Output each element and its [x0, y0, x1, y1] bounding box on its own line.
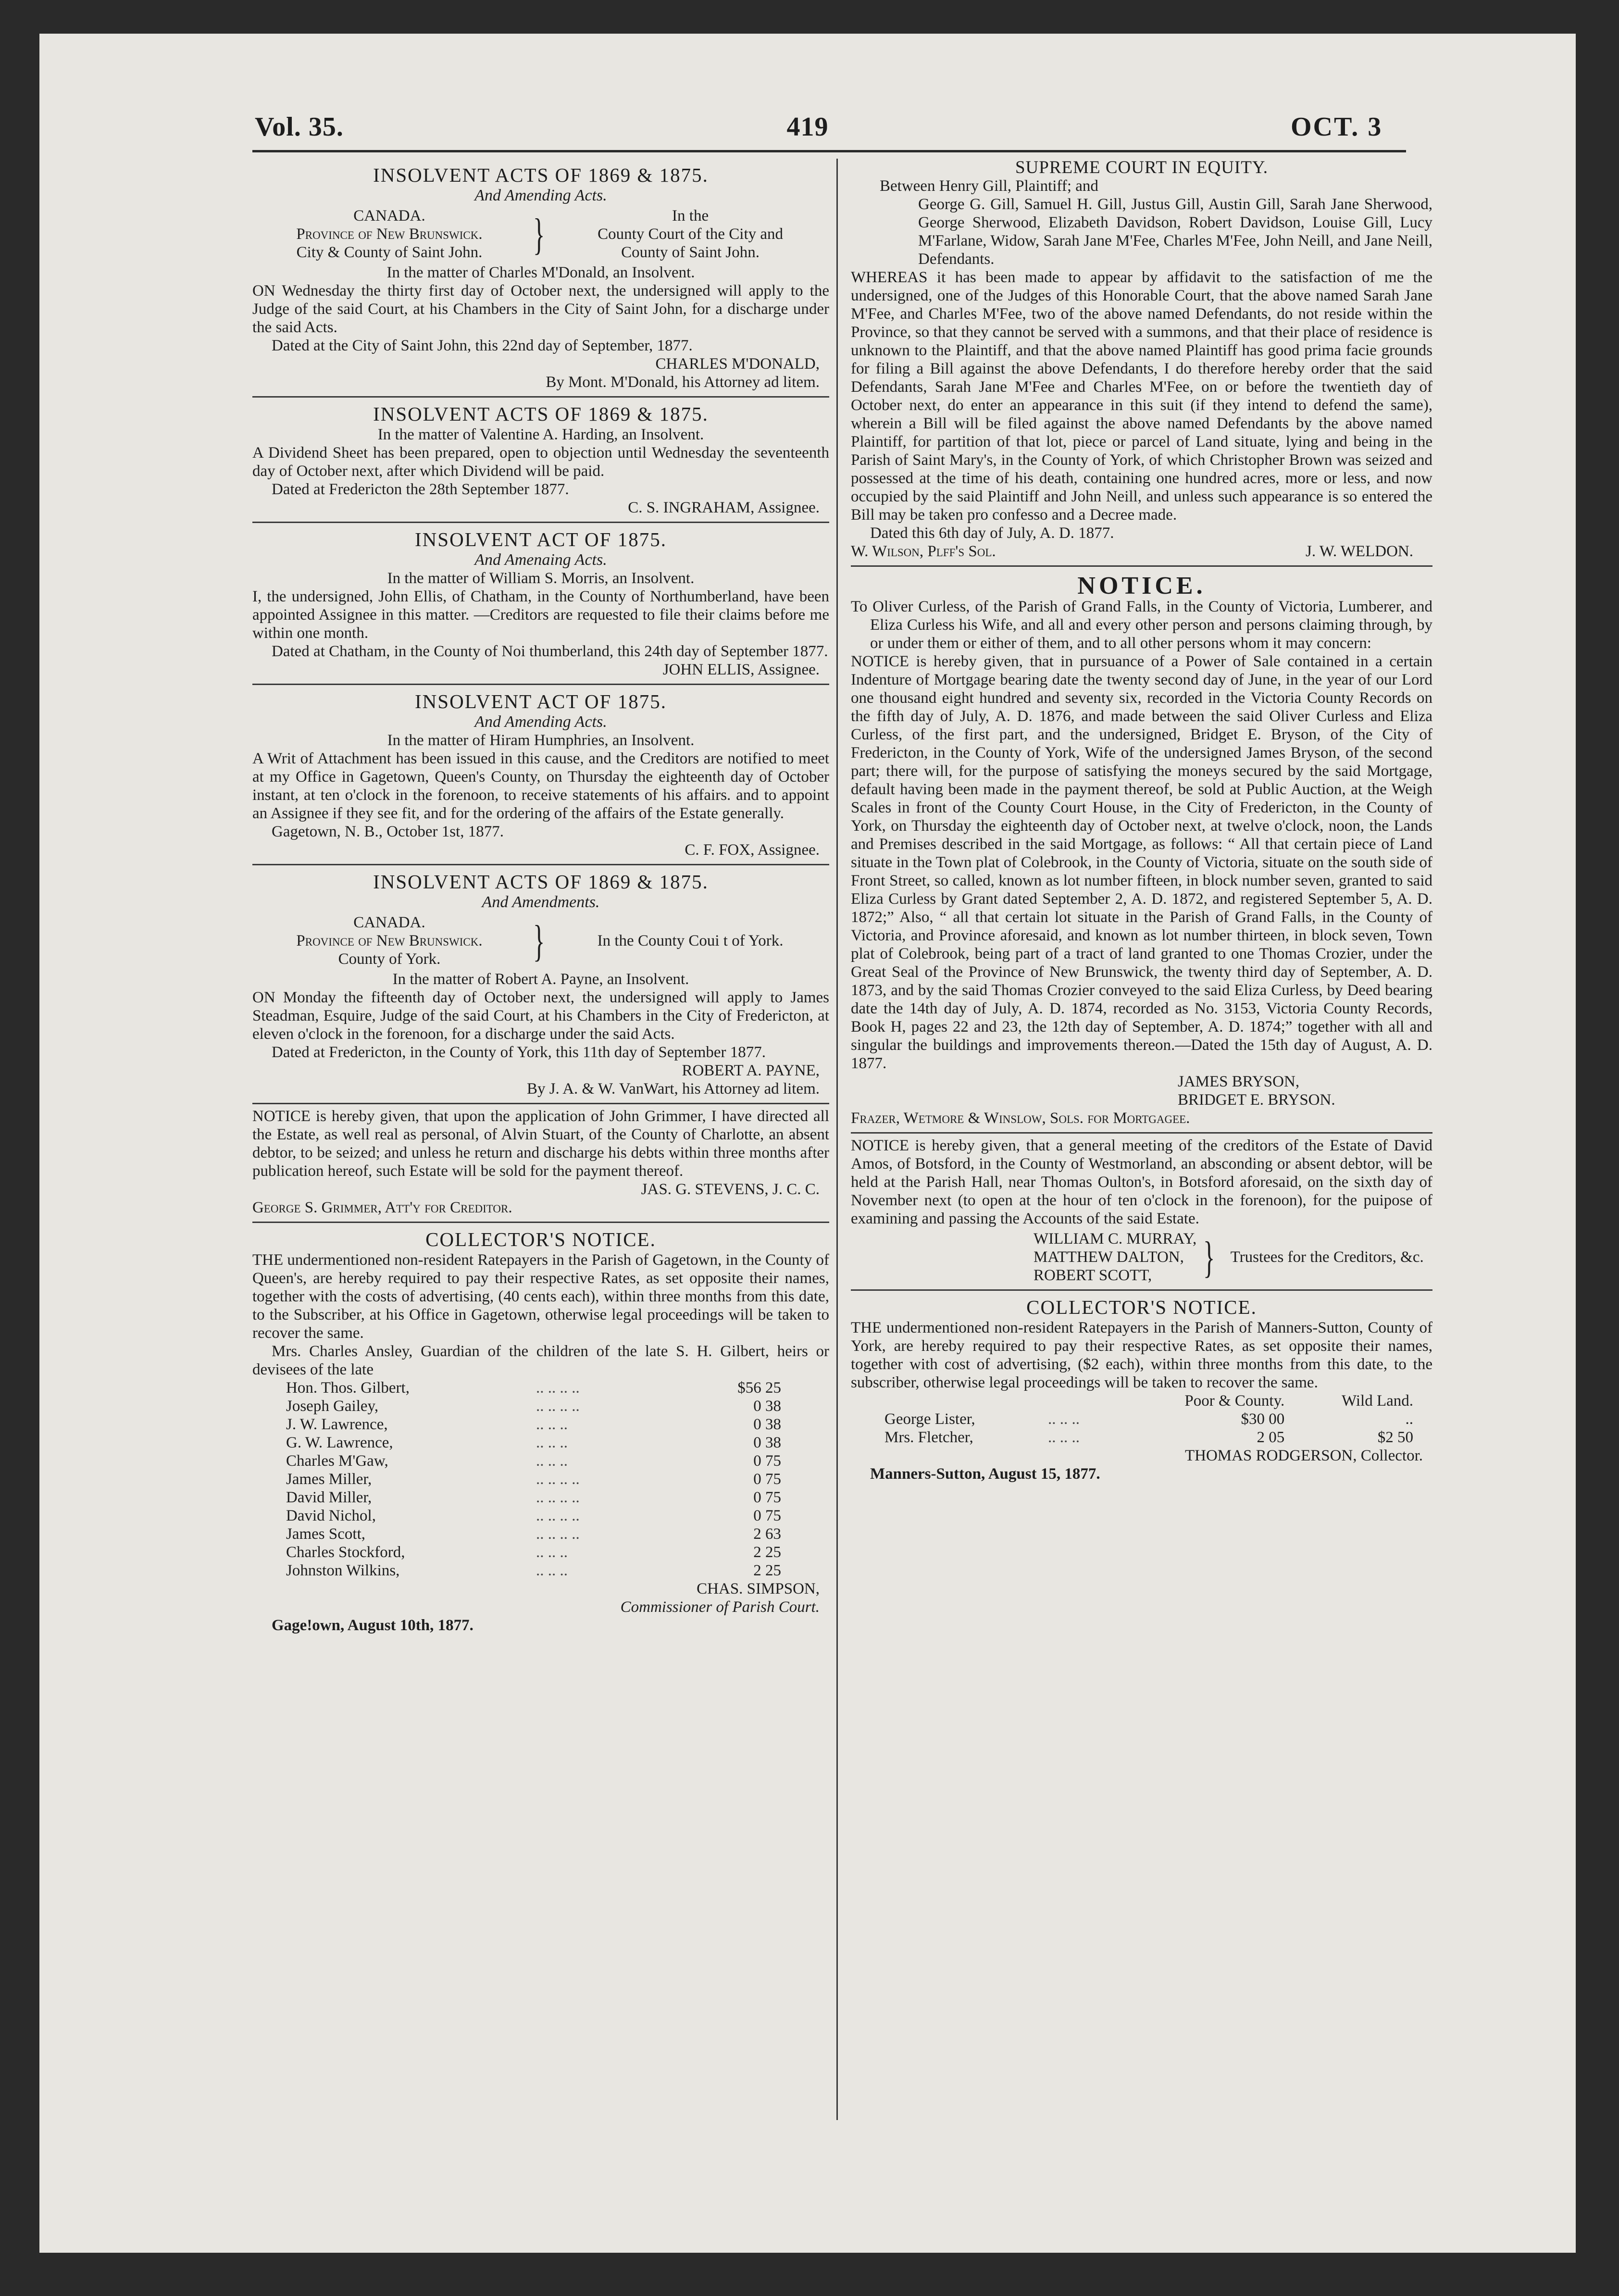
notice-mcdonald [252, 163, 829, 391]
notice-body: A Dividend Sheet has been prepared, open to objection until Wednesday the seventeenth day of October next, after which Dividend will be paid. [252, 444, 829, 480]
notice-subtitle: And Amendments. [482, 893, 600, 911]
notice-payne [252, 870, 829, 1098]
poor-county-amount: $30 00 [1241, 1410, 1285, 1428]
trustee-name: WILLIAM C. MURRAY, [1034, 1230, 1197, 1248]
notice-title: INSOLVENT ACTS OF 1869 & 1875. [373, 871, 709, 893]
signature: C. S. INGRAHAM, Assignee. [628, 499, 820, 516]
ratepayer-name: J. W. Lawrence, [286, 1416, 388, 1433]
notice-body: ON Wednesday the thirty first day of October next, the undersigned will apply to the Judge of the said Court, at his Chambers in the City of Saint John, for a discharge under the said Acts. [252, 282, 829, 336]
notice-dated: Gagetown, N. B., October 1st, 1877. [272, 823, 504, 840]
leader-dots: .. .. .. .. [536, 1525, 580, 1543]
attorney-line: By Mont. M'Donald, his Attorney ad litem. [546, 374, 820, 391]
trustee-name: MATTHEW DALTON, [1034, 1248, 1184, 1266]
notice-title: INSOLVENT ACTS OF 1869 & 1875. [373, 164, 709, 186]
signature: BRIDGET E. BRYSON. [1178, 1091, 1335, 1109]
court-country: CANADA. [353, 914, 425, 931]
table-row [286, 1507, 781, 1525]
section-rule [252, 1222, 829, 1223]
collectors-notice-manners-sutton [851, 1296, 1432, 1483]
table-row [286, 1434, 781, 1452]
notice-address: To Oliver Curless, of the Parish of Grand Falls, in the County of Victoria, Lumberer, and Eliza Curless his Wife, and all and every other person and persons claiming through, by or under them or either of them, and to all other persons whom it may concern: [851, 598, 1432, 652]
solicitor-line: W. Wilson, Plff's Sol. [851, 543, 996, 560]
signature-row [851, 542, 1432, 561]
ratepayer-name: Johnston Wilkins, [286, 1562, 400, 1579]
notice-body: NOTICE is hereby given, that in pursuance of a Power of Sale contained in a certain Indenture of Mortgage bearing date the twenty second day of June, in the year of our Lord one thousand eight hundred and seventy six, recorded in the Victoria County Records on the fifth day of July, A. D. 1876, and made between the said Oliver Curless and Eliza Curless, of the first part, and the undersigned, Bridget E. Bryson, of the City of Fredericton, in the County of York, Wife of the undersigned James Bryson, of the second part; there will, for the purpose of satisfying the moneys secured by the said Mortgage, default having been made in the payment thereof, be sold at Public Auction, at the Weigh Scales in front of the County Court House, in the City of Fredericton, in the County of York, on Thursday the eighteenth day of October next, at twelve o'clock, noon, the Lands and Premises described in the said Mortgage, as follows: “ All that certain piece of Land situate in the Town plat of Colebrook, in the County of Victoria, situate on the south side of Front Street, so called, known as lot number fifteen, in block number seven, granted to said Eliza Curless by Grant dated September 2, A. D. 1872, and registered September 5, A. D. 1872;” Also, “ all that certain lot situate in the Parish of Grand Falls, in the County of Victoria, and Province aforesaid, and known as lot number thirteen, in block seven, Town plat of Colebrook, being part of a tract of land granted to one Thomas Crozier, under the Great Seal of the Province of New Brunswick, the twenty third day of September, A. D. 1873, and by the said Thomas Crozier conveyed to the said Eliza Curless, by Deed bearing date the 14th day of July, A. D. 1874, recorded as No. 3153, Victoria County Records, Book H, pages 22 and 23, the 12th day of September, A. D. 1874;” together with all and singular the buildings and improvements thereon.—Dated the 15th day of August, A. D. 1877. [851, 653, 1432, 1072]
table-row [286, 1470, 781, 1488]
notice-subtitle: And Amending Acts. [474, 187, 607, 204]
defendants-list: George G. Gill, Samuel H. Gill, Justus Gill, Austin Gill, Sarah Jane Sherwood, George Sherwood, Elizabeth Davidson, Robert Davidson, Louise Gill, Lucy M'Farlane, Widow, Sarah Jane M'Fee, Charles M'Fee, John Neill, and Jane Neill, Defendants. [918, 196, 1432, 268]
notice-dated: Dated at the City of Saint John, this 22nd day of September, 1877. [272, 337, 693, 354]
section-rule [252, 1103, 829, 1104]
ratepayer-table [286, 1379, 781, 1580]
signature: CHAS. SIMPSON, [697, 1580, 820, 1597]
table-row [286, 1415, 781, 1434]
page-number: 419 [786, 112, 829, 142]
notice-body: THE undermentioned non-resident Ratepayers in the Parish of Gagetown, in the County of Queen's, are hereby required to pay their respective Rates, as set opposite their names, together with the costs of advertising, (40 cents each), within three months from this date, to the Subscriber, at his Office in Gagetown, otherwise legal proceedings will be taken to recover the same. [252, 1251, 829, 1342]
notice-subtitle: And Amending Acts. [474, 713, 607, 731]
leader-dots: .. .. .. .. [536, 1489, 580, 1506]
table-row [286, 1379, 781, 1397]
ratepayer-name: G. W. Lawrence, [286, 1434, 393, 1451]
notice-stuart-estate [252, 1107, 829, 1217]
notice-title: INSOLVENT ACTS OF 1869 & 1875. [373, 403, 709, 425]
notice-title: COLLECTOR'S NOTICE. [425, 1228, 656, 1250]
left-column [252, 159, 829, 1635]
notice-title: INSOLVENT ACT OF 1875. [415, 528, 667, 550]
notice-dated: Manners-Sutton, August 15, 1877. [870, 1465, 1100, 1483]
brace-icon: } [1203, 1233, 1215, 1282]
section-rule [252, 396, 829, 398]
signature: ROBERT A. PAYNE, [682, 1062, 820, 1079]
leader-dots: .. .. .. .. [536, 1507, 580, 1524]
column-header-poor: Poor & County. [1184, 1392, 1285, 1410]
ratepayer-name: Hon. Thos. Gilbert, [286, 1379, 410, 1397]
notice-dated: Dated at Fredericton the 28th September 1877. [272, 481, 569, 498]
notice-title: NOTICE. [1077, 572, 1206, 599]
ratepayer-table [884, 1392, 1413, 1447]
ratepayer-intro: Mrs. Charles Ansley, Guardian of the children of the late S. H. Gilbert, heirs or devisees of the late [252, 1343, 829, 1378]
leader-dots: .. .. .. [1048, 1429, 1080, 1446]
brace-icon: } [533, 916, 545, 965]
header-rule [252, 150, 1406, 152]
table-row [286, 1561, 781, 1580]
column-divider [836, 159, 838, 2120]
rate-amount: 0 75 [753, 1452, 781, 1470]
notice-body: WHEREAS it has been made to appear by affidavit to the satisfaction of me the undersigned, one of the Judges of this Honorable Court, that the above named Sarah Jane M'Fee, and Charles M'Fee, two of the above named Defendants, do not reside within the Province, so that they cannot be served with a summons, and that their place of residence is unknown to the Plaintiff, and that the above named Plaintiff has good prima facie grounds for filing a Bill against the above Defendants, I do therefore hereby order that the said Defendants, Sarah Jane M'Fee and Charles M'Fee, on or before the twentieth day of October next, do enter an appearance in this suit (if they intend to defend the same), wherein a Bill will be filed against the above named Defendants by the above named Plaintiff, for partition of that lot, piece or parcel of Land situate, lying and being in the Parish of Saint Mary's, in the County of York, of which Christopher Brown was seized and possessed at the time of his death, containing one hundred acres, more or less, and now occupied by the said Plaintiff and John Neill, and unless such appearance is so entered the Bill may be taken pro confesso and a Decree made. [851, 269, 1432, 524]
table-row [286, 1525, 781, 1543]
table-row [884, 1410, 1413, 1428]
leader-dots: .. .. .. [536, 1416, 568, 1433]
issue-date: OCT. 3 [1291, 112, 1383, 142]
notice-dated: Dated at Chatham, in the County of Noi thumberland, this 24th day of September 1877. [272, 643, 828, 660]
poor-county-amount: 2 05 [1257, 1429, 1285, 1446]
mortgage-sale-notice [851, 574, 1432, 1127]
notice-matter: In the matter of Hiram Humphries, an Insolvent. [387, 732, 695, 749]
trustees-label: Trustees for the Creditors, &c. [1230, 1248, 1424, 1266]
table-row [286, 1452, 781, 1470]
leader-dots: .. .. .. [536, 1544, 568, 1561]
notice-body: A Writ of Attachment has been issued in this cause, and the Creditors are notified to meet at my Office in Gagetown, Queen's County, on Thursday the eighteenth day of October instant, at ten o'clock in the forenoon, to receive statements of his affairs. and to appoint an Assignee if they see fit, and for the ordering of the affairs of the Estate generally. [252, 750, 829, 822]
notice-title: INSOLVENT ACT OF 1875. [415, 690, 667, 712]
table-row [286, 1543, 781, 1561]
table-row [286, 1397, 781, 1415]
notice-body: NOTICE is hereby given, that upon the application of John Grimmer, I have directed all the Estate, as well real as personal, of Alvin Stuart, of the County of Charlotte, an absent debtor, to be seized; and unless he return and discharge his debts within three months after publication hereof, such Estate will be sold for the payment thereof. [252, 1108, 829, 1180]
attorney-line: George S. Grimmer, Att'y for Creditor. [252, 1199, 512, 1216]
ratepayer-name: James Scott, [286, 1525, 365, 1543]
notice-body: NOTICE is hereby given, that a general meeting of the creditors of the Estate of David Amos, of Botsford, in the County of Westmorland, an absconding or absent debtor, will be held at the Parish Hall, near Thomas Oulton's, in Botsford aforesaid, on the sixth day of November next (to open at the hour of ten o'clock in the forenoon), for the puipose of examining and passing the Accounts of the said Estate. [851, 1137, 1432, 1227]
ratepayer-name: James Miller, [286, 1471, 372, 1488]
notice-body: THE undermentioned non-resident Ratepayers in the Parish of Manners-Sutton, County of York, are hereby required to pay their respective Rates, as set opposite their names, together with cost of advertising, ($2 each), within three months from this date, to the subscriber, otherwise legal proceedings will be taken to recover the same. [851, 1319, 1432, 1391]
section-rule [851, 1289, 1432, 1291]
section-rule [252, 522, 829, 523]
court-county: City & County of Saint John. [296, 244, 483, 261]
wild-land-amount: .. [1405, 1410, 1413, 1428]
table-row [884, 1428, 1413, 1447]
court-name: In the County Coui t of York. [597, 932, 784, 949]
notice-body: I, the undersigned, John Ellis, of Chatham, in the County of Northumberland, have been appointed Assignee in this matter. —Creditors are requested to file their claims before me within one month. [252, 588, 829, 642]
trustee-name: ROBERT SCOTT, [1034, 1267, 1152, 1284]
rate-amount: 2 25 [753, 1544, 781, 1561]
leader-dots: .. .. .. .. [536, 1471, 580, 1488]
court-heading [252, 207, 829, 262]
rate-amount: 0 38 [753, 1416, 781, 1433]
column-header-wild: Wild Land. [1342, 1392, 1413, 1410]
court-heading [252, 913, 829, 968]
notice-harding [252, 402, 829, 517]
judge-signature: J. W. WELDON. [1306, 543, 1413, 560]
rate-amount: 2 63 [753, 1525, 781, 1543]
court-province: Province of New Brunswick. [296, 932, 483, 949]
signature-title: Commissioner of Parish Court. [620, 1598, 820, 1616]
leader-dots: .. .. .. [536, 1562, 568, 1579]
signature: C. F. FOX, Assignee. [685, 841, 820, 859]
signature: JOHN ELLIS, Assignee. [662, 661, 820, 678]
rate-amount: $56 25 [737, 1379, 781, 1397]
court-line-2: County Court of the City and [598, 225, 784, 243]
rate-amount: 0 75 [753, 1507, 781, 1524]
rate-amount: 2 25 [753, 1562, 781, 1579]
leader-dots: .. .. .. .. [536, 1398, 580, 1415]
court-country: CANADA. [353, 207, 425, 225]
leader-dots: .. .. .. .. [536, 1379, 580, 1397]
ratepayer-name: George Lister, [884, 1410, 975, 1428]
notice-matter: In the matter of Robert A. Payne, an Insolvent. [392, 971, 689, 988]
leader-dots: .. .. .. [1048, 1410, 1080, 1428]
notice-body: ON Monday the fifteenth day of October next, the undersigned will apply to James Steadman, Esquire, Judge of the said Court, at his Chambers in the City of Fredericton, at eleven o'clock in the forenoon, for a discharge under the said Acts. [252, 989, 829, 1043]
notice-title: SUPREME COURT IN EQUITY. [1015, 158, 1269, 177]
collectors-notice-gagetown [252, 1228, 829, 1635]
section-rule [252, 684, 829, 685]
signature: JAS. G. STEVENS, J. C. C. [641, 1181, 820, 1198]
notice-matter: In the matter of William S. Morris, an Insolvent. [387, 570, 695, 587]
rate-amount: 0 75 [753, 1489, 781, 1506]
notice-subtitle: And Amenaing Acts. [474, 551, 607, 569]
court-line-1: In the [672, 207, 709, 225]
wild-land-amount: $2 50 [1377, 1429, 1413, 1446]
notice-matter: In the matter of Valentine A. Harding, an Insolvent. [377, 426, 704, 443]
ratepayer-name: David Miller, [286, 1489, 372, 1506]
section-rule [252, 864, 829, 865]
notice-title: COLLECTOR'S NOTICE. [1026, 1296, 1257, 1318]
ratepayer-name: Charles M'Gaw, [286, 1452, 388, 1470]
attorney-line: By J. A. & W. VanWart, his Attorney ad litem. [526, 1080, 820, 1098]
brace-icon: } [533, 210, 545, 259]
rate-amount: 0 38 [753, 1434, 781, 1451]
leader-dots: .. .. .. [536, 1452, 568, 1470]
notice-dated: Gage!own, August 10th, 1877. [272, 1617, 473, 1634]
ratepayer-name: Mrs. Fletcher, [884, 1429, 973, 1446]
table-row [286, 1488, 781, 1507]
court-province: Province of New Brunswick. [296, 225, 483, 243]
rate-amount: 0 75 [753, 1471, 781, 1488]
notice-morris [252, 528, 829, 679]
solicitors-line: Frazer, Wetmore & Winslow, Sols. for Mortgagee. [851, 1110, 1190, 1127]
court-line-3: County of Saint John. [621, 244, 760, 261]
notice-matter: In the matter of Charles M'Donald, an Insolvent. [386, 264, 695, 281]
notice-humphries [252, 690, 829, 859]
supreme-court-notice [851, 159, 1432, 561]
section-rule [851, 565, 1432, 567]
section-rule [851, 1132, 1432, 1134]
signature: CHARLES M'DONALD, [655, 355, 820, 373]
parties-line: Between Henry Gill, Plaintiff; and [880, 177, 1098, 195]
ratepayer-name: David Nichol, [286, 1507, 376, 1524]
volume-label: Vol. 35. [255, 112, 344, 142]
signature: JAMES BRYSON, [1178, 1073, 1300, 1090]
ratepayer-name: Charles Stockford, [286, 1544, 405, 1561]
signature: THOMAS RODGERSON, Collector. [1184, 1447, 1423, 1464]
creditors-meeting-notice [851, 1136, 1432, 1285]
rate-amount: 0 38 [753, 1398, 781, 1415]
right-column [851, 159, 1432, 1483]
court-county: County of York. [338, 950, 441, 968]
notice-dated: Dated at Fredericton, in the County of York, this 11th day of September 1877. [272, 1044, 766, 1061]
trustees-block [851, 1230, 1432, 1285]
notice-dated: Dated this 6th day of July, A. D. 1877. [870, 524, 1114, 542]
ratepayer-name: Joseph Gailey, [286, 1398, 379, 1415]
leader-dots: .. .. .. [536, 1434, 568, 1451]
